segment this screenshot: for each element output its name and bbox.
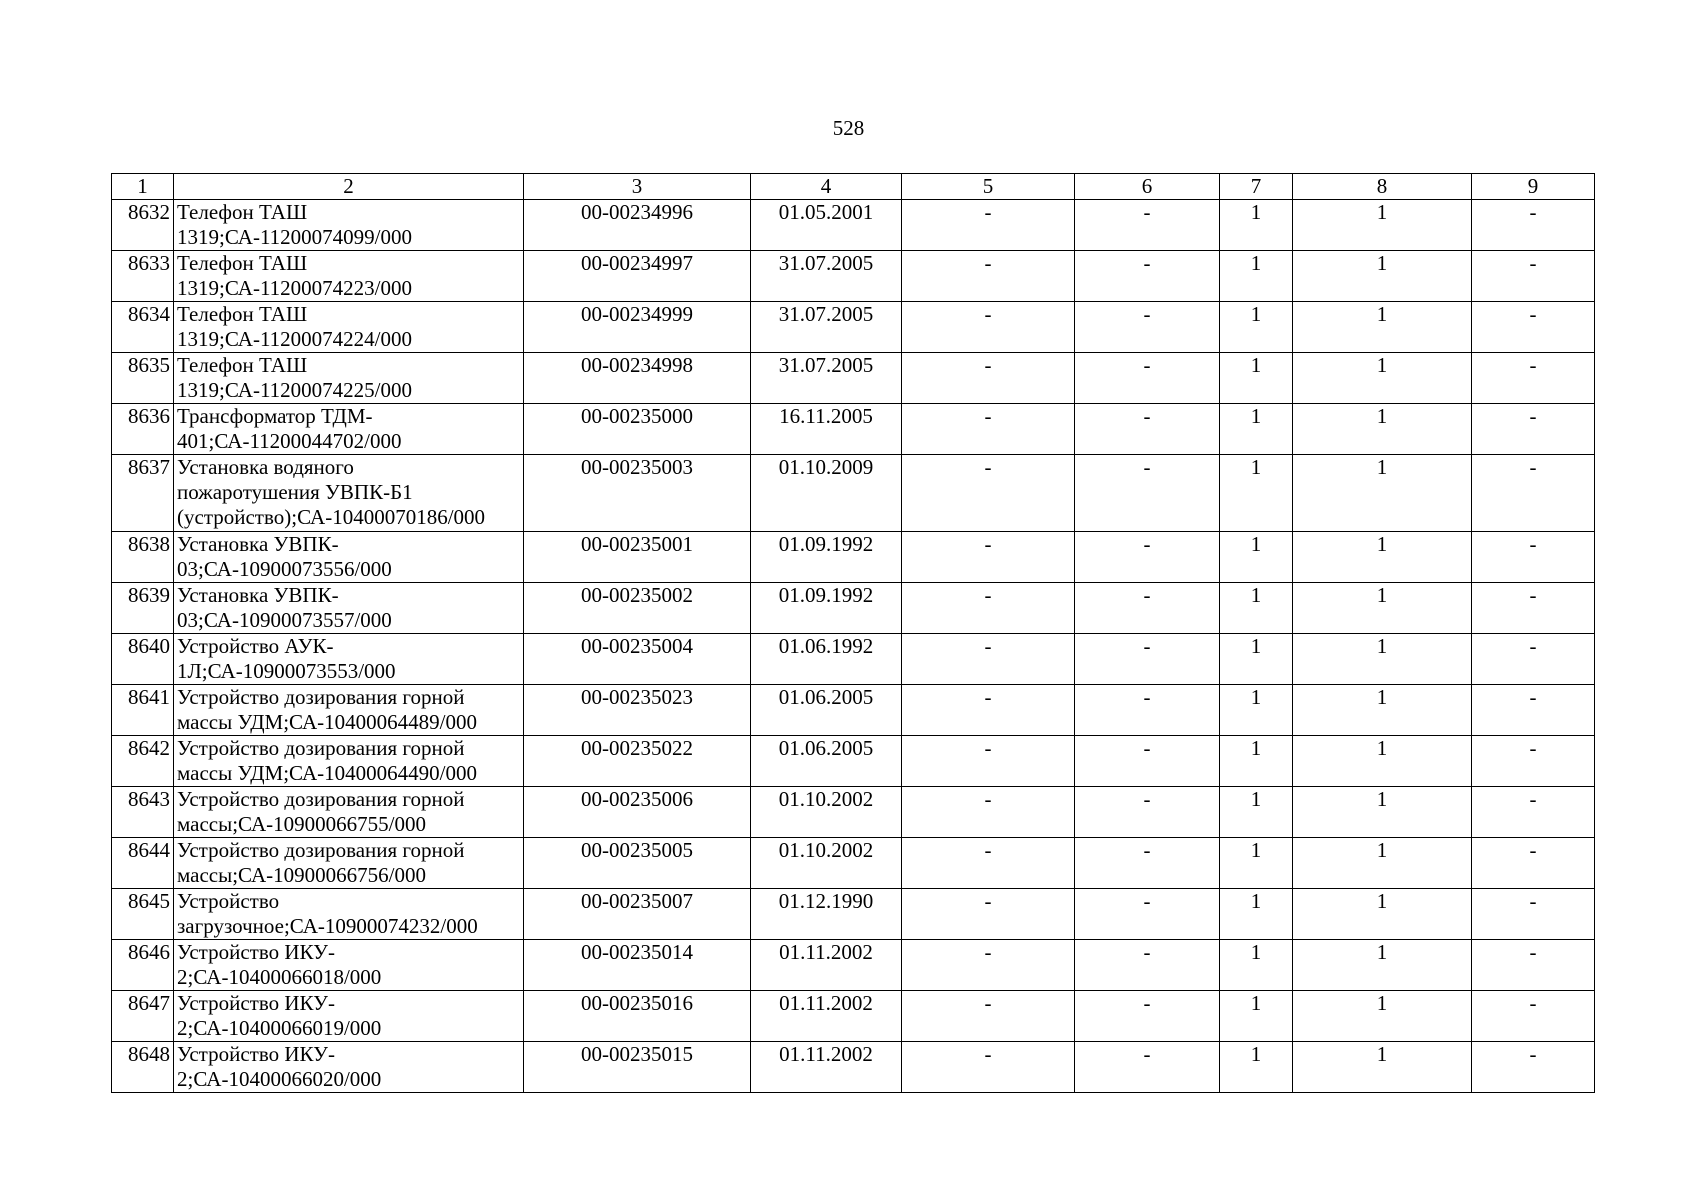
column-9-cell: - <box>1472 404 1595 455</box>
column-9-cell: - <box>1472 1042 1595 1093</box>
column-7-cell: 1 <box>1220 736 1293 787</box>
item-name-line: Установка УВПК- <box>177 532 339 556</box>
column-5-cell: - <box>902 251 1075 302</box>
column-6-cell: - <box>1075 583 1220 634</box>
column-8-cell: 1 <box>1293 251 1472 302</box>
date-cell: 01.09.1992 <box>751 532 902 583</box>
table-row <box>112 787 1595 838</box>
item-name-cell <box>174 634 524 685</box>
item-name-line: Устройство ИКУ- <box>177 940 335 964</box>
item-name-line: массы УДМ;СА-10400064490/000 <box>177 761 477 785</box>
column-8-cell: 1 <box>1293 940 1472 991</box>
date-cell: 01.09.1992 <box>751 583 902 634</box>
row-number-cell: 8639 <box>112 583 174 634</box>
date-cell: 01.11.2002 <box>751 991 902 1042</box>
row-number-cell: 8641 <box>112 685 174 736</box>
date-cell: 01.11.2002 <box>751 940 902 991</box>
row-number-cell: 8638 <box>112 532 174 583</box>
table-row <box>112 634 1595 685</box>
column-7-cell: 1 <box>1220 404 1293 455</box>
table-row <box>112 736 1595 787</box>
column-header: 3 <box>524 174 751 200</box>
column-8-cell: 1 <box>1293 583 1472 634</box>
item-name-line: Устройство дозирования горной <box>177 685 465 709</box>
table-row <box>112 838 1595 889</box>
column-6-cell: - <box>1075 634 1220 685</box>
row-number-cell: 8644 <box>112 838 174 889</box>
column-header: 4 <box>751 174 902 200</box>
column-5-cell: - <box>902 1042 1075 1093</box>
inventory-code-cell: 00-00235015 <box>524 1042 751 1093</box>
column-6-cell: - <box>1075 200 1220 251</box>
column-6-cell: - <box>1075 353 1220 404</box>
item-name-cell <box>174 991 524 1042</box>
column-7-cell: 1 <box>1220 532 1293 583</box>
item-name-line: Установка УВПК- <box>177 583 339 607</box>
date-cell: 31.07.2005 <box>751 251 902 302</box>
column-8-cell: 1 <box>1293 302 1472 353</box>
row-number-cell: 8633 <box>112 251 174 302</box>
item-name-line: Телефон ТАШ <box>177 251 308 275</box>
date-cell: 01.11.2002 <box>751 1042 902 1093</box>
column-9-cell: - <box>1472 736 1595 787</box>
table-row <box>112 404 1595 455</box>
item-name-cell <box>174 787 524 838</box>
date-cell: 01.06.1992 <box>751 634 902 685</box>
inventory-table <box>111 173 1595 1093</box>
date-cell: 16.11.2005 <box>751 404 902 455</box>
column-8-cell: 1 <box>1293 685 1472 736</box>
item-name-line: 03;СА-10900073557/000 <box>177 608 392 632</box>
inventory-code-cell: 00-00235016 <box>524 991 751 1042</box>
column-5-cell: - <box>902 838 1075 889</box>
item-name-cell <box>174 532 524 583</box>
column-6-cell: - <box>1075 251 1220 302</box>
column-7-cell: 1 <box>1220 838 1293 889</box>
column-7-cell: 1 <box>1220 940 1293 991</box>
column-7-cell: 1 <box>1220 634 1293 685</box>
inventory-code-cell: 00-00235006 <box>524 787 751 838</box>
column-5-cell: - <box>902 685 1075 736</box>
row-number-cell: 8637 <box>112 455 174 532</box>
item-name-line: 1319;СА-11200074224/000 <box>177 327 413 351</box>
inventory-code-cell: 00-00235000 <box>524 404 751 455</box>
column-9-cell: - <box>1472 302 1595 353</box>
item-name-line: массы;СА-10900066755/000 <box>177 812 427 836</box>
column-7-cell: 1 <box>1220 302 1293 353</box>
column-9-cell: - <box>1472 838 1595 889</box>
date-cell: 01.06.2005 <box>751 685 902 736</box>
page-number: 528 <box>832 116 865 140</box>
table-row <box>112 302 1595 353</box>
column-9-cell: - <box>1472 685 1595 736</box>
column-9-cell: - <box>1472 583 1595 634</box>
inventory-code-cell: 00-00235004 <box>524 634 751 685</box>
column-7-cell: 1 <box>1220 200 1293 251</box>
item-name-line: 2;СА-10400066019/000 <box>177 1016 382 1040</box>
column-9-cell: - <box>1472 787 1595 838</box>
column-8-cell: 1 <box>1293 404 1472 455</box>
column-header: 1 <box>112 174 174 200</box>
item-name-line: массы;СА-10900066756/000 <box>177 863 427 887</box>
column-7-cell: 1 <box>1220 353 1293 404</box>
table-row <box>112 353 1595 404</box>
inventory-code-cell: 00-00235014 <box>524 940 751 991</box>
column-5-cell: - <box>902 455 1075 532</box>
item-name-cell <box>174 685 524 736</box>
column-8-cell: 1 <box>1293 787 1472 838</box>
date-cell: 01.10.2002 <box>751 787 902 838</box>
item-name-line: загрузочное;СА-10900074232/000 <box>177 914 478 938</box>
table-row <box>112 532 1595 583</box>
inventory-code-cell: 00-00234997 <box>524 251 751 302</box>
table-header-row <box>112 174 1595 200</box>
item-name-line: Устройство ИКУ- <box>177 991 335 1015</box>
column-header: 9 <box>1472 174 1595 200</box>
table-row <box>112 455 1595 532</box>
column-9-cell: - <box>1472 634 1595 685</box>
item-name-line: Устройство ИКУ- <box>177 1042 335 1066</box>
table-row <box>112 200 1595 251</box>
item-name-line: 401;СА-11200044702/000 <box>177 429 402 453</box>
item-name-cell <box>174 583 524 634</box>
column-9-cell: - <box>1472 991 1595 1042</box>
column-5-cell: - <box>902 353 1075 404</box>
column-6-cell: - <box>1075 532 1220 583</box>
date-cell: 01.05.2001 <box>751 200 902 251</box>
column-8-cell: 1 <box>1293 991 1472 1042</box>
row-number-cell: 8646 <box>112 940 174 991</box>
column-8-cell: 1 <box>1293 532 1472 583</box>
table-row <box>112 991 1595 1042</box>
row-number-cell: 8648 <box>112 1042 174 1093</box>
inventory-code-cell: 00-00235001 <box>524 532 751 583</box>
item-name-line: Трансформатор ТДМ- <box>177 404 373 428</box>
table-row <box>112 889 1595 940</box>
column-6-cell: - <box>1075 838 1220 889</box>
item-name-cell <box>174 404 524 455</box>
column-9-cell: - <box>1472 532 1595 583</box>
inventory-code-cell: 00-00235002 <box>524 583 751 634</box>
column-9-cell: - <box>1472 889 1595 940</box>
item-name-cell <box>174 889 524 940</box>
column-6-cell: - <box>1075 787 1220 838</box>
item-name-line: массы УДМ;СА-10400064489/000 <box>177 710 477 734</box>
item-name-line: пожаротушения УВПК-Б1 <box>177 480 413 504</box>
column-9-cell: - <box>1472 251 1595 302</box>
column-8-cell: 1 <box>1293 353 1472 404</box>
date-cell: 01.10.2009 <box>751 455 902 532</box>
column-5-cell: - <box>902 404 1075 455</box>
item-name-line: Телефон ТАШ <box>177 353 308 377</box>
item-name-line: 2;СА-10400066018/000 <box>177 965 382 989</box>
column-5-cell: - <box>902 787 1075 838</box>
column-5-cell: - <box>902 889 1075 940</box>
column-5-cell: - <box>902 940 1075 991</box>
column-8-cell: 1 <box>1293 1042 1472 1093</box>
row-number-cell: 8635 <box>112 353 174 404</box>
inventory-code-cell: 00-00234998 <box>524 353 751 404</box>
column-5-cell: - <box>902 532 1075 583</box>
column-9-cell: - <box>1472 455 1595 532</box>
column-header: 6 <box>1075 174 1220 200</box>
item-name-line: 2;СА-10400066020/000 <box>177 1067 382 1091</box>
column-7-cell: 1 <box>1220 251 1293 302</box>
row-number-cell: 8632 <box>112 200 174 251</box>
column-7-cell: 1 <box>1220 455 1293 532</box>
item-name-line: Установка водяного <box>177 455 354 479</box>
item-name-cell <box>174 251 524 302</box>
column-5-cell: - <box>902 302 1075 353</box>
item-name-line: Устройство <box>177 889 280 913</box>
inventory-code-cell: 00-00235005 <box>524 838 751 889</box>
column-header: 7 <box>1220 174 1293 200</box>
item-name-line: (устройство);СА-10400070186/000 <box>177 505 486 529</box>
row-number-cell: 8647 <box>112 991 174 1042</box>
item-name-line: 1319;СА-11200074223/000 <box>177 276 413 300</box>
item-name-line: Устройство АУК- <box>177 634 334 658</box>
column-8-cell: 1 <box>1293 634 1472 685</box>
inventory-code-cell: 00-00235007 <box>524 889 751 940</box>
column-9-cell: - <box>1472 200 1595 251</box>
column-7-cell: 1 <box>1220 889 1293 940</box>
table-row <box>112 251 1595 302</box>
row-number-cell: 8642 <box>112 736 174 787</box>
column-8-cell: 1 <box>1293 200 1472 251</box>
column-8-cell: 1 <box>1293 736 1472 787</box>
column-6-cell: - <box>1075 736 1220 787</box>
item-name-cell <box>174 200 524 251</box>
column-6-cell: - <box>1075 889 1220 940</box>
column-5-cell: - <box>902 991 1075 1042</box>
inventory-code-cell: 00-00235023 <box>524 685 751 736</box>
column-6-cell: - <box>1075 1042 1220 1093</box>
date-cell: 31.07.2005 <box>751 302 902 353</box>
column-8-cell: 1 <box>1293 889 1472 940</box>
item-name-cell <box>174 736 524 787</box>
item-name-cell <box>174 940 524 991</box>
column-7-cell: 1 <box>1220 787 1293 838</box>
column-5-cell: - <box>902 736 1075 787</box>
row-number-cell: 8634 <box>112 302 174 353</box>
item-name-cell <box>174 455 524 532</box>
date-cell: 01.06.2005 <box>751 736 902 787</box>
item-name-line: Телефон ТАШ <box>177 200 308 224</box>
item-name-line: Телефон ТАШ <box>177 302 308 326</box>
inventory-code-cell: 00-00234996 <box>524 200 751 251</box>
table-row <box>112 685 1595 736</box>
column-9-cell: - <box>1472 353 1595 404</box>
column-6-cell: - <box>1075 940 1220 991</box>
column-6-cell: - <box>1075 302 1220 353</box>
item-name-cell <box>174 302 524 353</box>
item-name-line: 1319;СА-11200074225/000 <box>177 378 413 402</box>
item-name-line: Устройство дозирования горной <box>177 838 465 862</box>
column-8-cell: 1 <box>1293 838 1472 889</box>
column-header: 8 <box>1293 174 1472 200</box>
column-6-cell: - <box>1075 404 1220 455</box>
item-name-line: Устройство дозирования горной <box>177 736 465 760</box>
column-8-cell: 1 <box>1293 455 1472 532</box>
item-name-cell <box>174 353 524 404</box>
item-name-line: 1319;СА-11200074099/000 <box>177 225 413 249</box>
column-7-cell: 1 <box>1220 991 1293 1042</box>
inventory-code-cell: 00-00234999 <box>524 302 751 353</box>
item-name-line: 1Л;СА-10900073553/000 <box>177 659 396 683</box>
column-7-cell: 1 <box>1220 1042 1293 1093</box>
column-9-cell: - <box>1472 940 1595 991</box>
column-6-cell: - <box>1075 991 1220 1042</box>
date-cell: 31.07.2005 <box>751 353 902 404</box>
column-header: 5 <box>902 174 1075 200</box>
inventory-code-cell: 00-00235022 <box>524 736 751 787</box>
column-5-cell: - <box>902 634 1075 685</box>
table-row <box>112 583 1595 634</box>
column-7-cell: 1 <box>1220 583 1293 634</box>
date-cell: 01.10.2002 <box>751 838 902 889</box>
column-6-cell: - <box>1075 455 1220 532</box>
table-row <box>112 940 1595 991</box>
inventory-code-cell: 00-00235003 <box>524 455 751 532</box>
table-body <box>112 174 1595 1093</box>
column-5-cell: - <box>902 583 1075 634</box>
item-name-cell <box>174 1042 524 1093</box>
item-name-line: 03;СА-10900073556/000 <box>177 557 392 581</box>
column-header: 2 <box>174 174 524 200</box>
item-name-cell <box>174 838 524 889</box>
date-cell: 01.12.1990 <box>751 889 902 940</box>
item-name-line: Устройство дозирования горной <box>177 787 465 811</box>
row-number-cell: 8645 <box>112 889 174 940</box>
row-number-cell: 8640 <box>112 634 174 685</box>
column-7-cell: 1 <box>1220 685 1293 736</box>
row-number-cell: 8643 <box>112 787 174 838</box>
column-6-cell: - <box>1075 685 1220 736</box>
row-number-cell: 8636 <box>112 404 174 455</box>
column-5-cell: - <box>902 200 1075 251</box>
table-row <box>112 1042 1595 1093</box>
